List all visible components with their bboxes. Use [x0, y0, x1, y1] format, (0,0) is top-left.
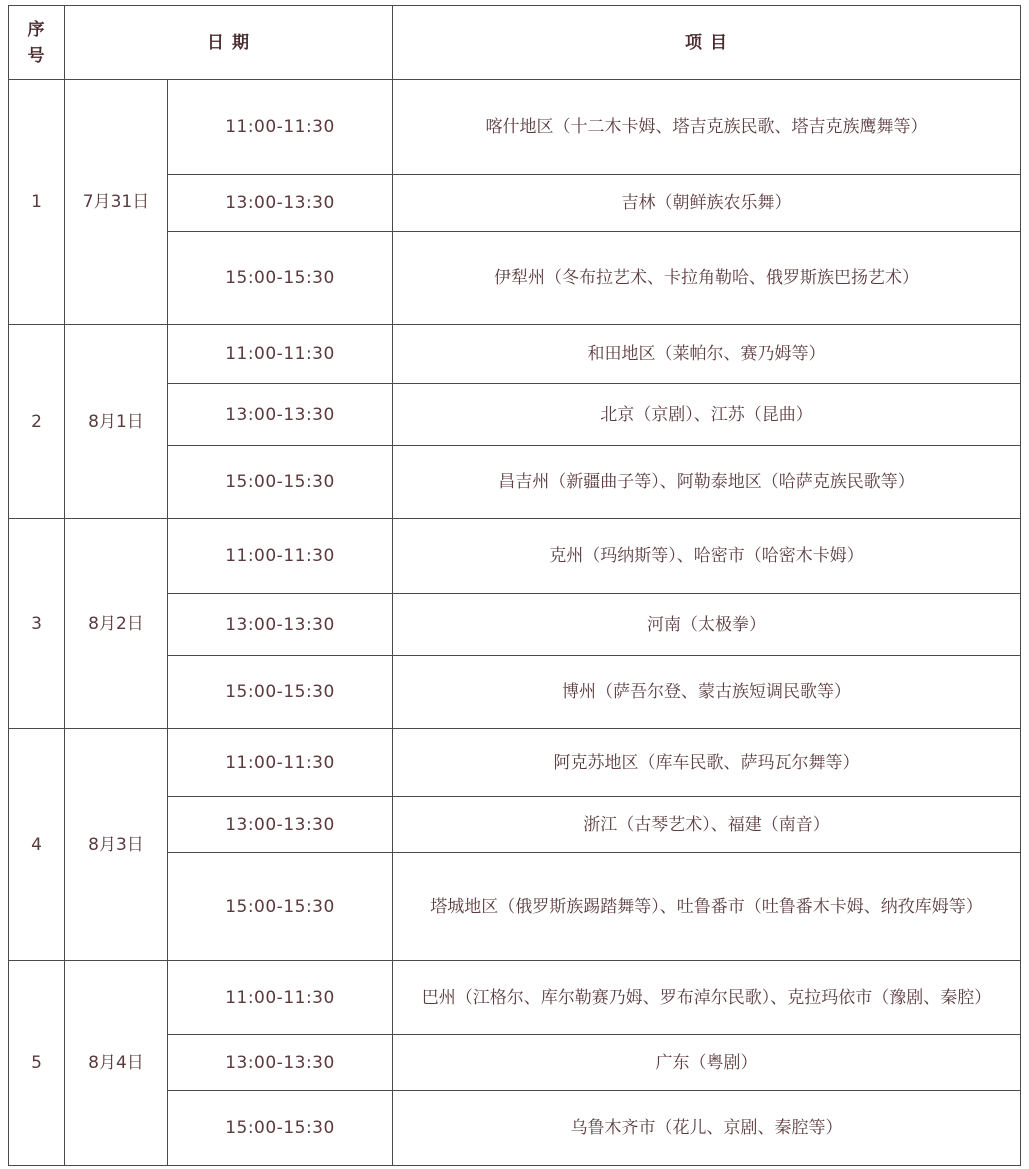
slot-item: 伊犁州（冬布拉艺术、卡拉角勒哈、俄罗斯族巴扬艺术） [393, 232, 1021, 325]
slot-time: 13:00-13:30 [168, 175, 393, 232]
row-seq: 4 [9, 729, 65, 961]
row-date: 8月4日 [65, 961, 168, 1166]
row-seq: 3 [9, 519, 65, 729]
slot-time: 15:00-15:30 [168, 446, 393, 519]
table-row [9, 325, 1021, 384]
schedule-table [8, 5, 1021, 1166]
slot-time: 11:00-11:30 [168, 519, 393, 594]
slot-item: 和田地区（莱帕尔、赛乃姆等） [393, 325, 1021, 384]
row-date: 8月3日 [65, 729, 168, 961]
slot-time: 11:00-11:30 [168, 80, 393, 175]
header-seq-char-1: 序 [27, 19, 46, 40]
row-seq: 2 [9, 325, 65, 519]
header-seq [9, 6, 65, 80]
slot-item: 乌鲁木齐市（花儿、京剧、秦腔等） [393, 1091, 1021, 1166]
header-date: 日 期 [65, 6, 393, 80]
slot-item: 喀什地区（十二木卡姆、塔吉克族民歌、塔吉克族鹰舞等） [393, 80, 1021, 175]
slot-time: 13:00-13:30 [168, 1035, 393, 1091]
table-row [9, 519, 1021, 594]
row-date: 7月31日 [65, 80, 168, 325]
slot-time: 15:00-15:30 [168, 853, 393, 961]
table-row [9, 80, 1021, 175]
slot-item: 塔城地区（俄罗斯族踢踏舞等）、吐鲁番市（吐鲁番木卡姆、纳孜库姆等） [393, 853, 1021, 961]
row-seq: 5 [9, 961, 65, 1166]
slot-item: 博州（萨吾尔登、蒙古族短调民歌等） [393, 656, 1021, 729]
row-date: 8月1日 [65, 325, 168, 519]
row-date: 8月2日 [65, 519, 168, 729]
slot-time: 13:00-13:30 [168, 384, 393, 446]
slot-time: 15:00-15:30 [168, 656, 393, 729]
slot-item: 浙江（古琴艺术）、福建（南音） [393, 797, 1021, 853]
slot-item: 昌吉州（新疆曲子等）、阿勒泰地区（哈萨克族民歌等） [393, 446, 1021, 519]
slot-item: 吉林（朝鲜族农乐舞） [393, 175, 1021, 232]
slot-time: 11:00-11:30 [168, 729, 393, 797]
header-item: 项 目 [393, 6, 1021, 80]
slot-item: 克州（玛纳斯等）、哈密市（哈密木卡姆） [393, 519, 1021, 594]
table-row [9, 961, 1021, 1035]
table-row [9, 729, 1021, 797]
slot-time: 11:00-11:30 [168, 325, 393, 384]
slot-item: 北京（京剧）、江苏（昆曲） [393, 384, 1021, 446]
row-seq: 1 [9, 80, 65, 325]
header-row [9, 6, 1021, 80]
slot-time: 15:00-15:30 [168, 1091, 393, 1166]
slot-time: 13:00-13:30 [168, 594, 393, 656]
header-seq-char-2: 号 [27, 45, 46, 66]
slot-item: 阿克苏地区（库车民歌、萨玛瓦尔舞等） [393, 729, 1021, 797]
slot-item: 巴州（江格尔、库尔勒赛乃姆、罗布淖尔民歌）、克拉玛依市（豫剧、秦腔） [393, 961, 1021, 1035]
slot-time: 11:00-11:30 [168, 961, 393, 1035]
slot-time: 15:00-15:30 [168, 232, 393, 325]
slot-time: 13:00-13:30 [168, 797, 393, 853]
slot-item: 广东（粤剧） [393, 1035, 1021, 1091]
slot-item: 河南（太极拳） [393, 594, 1021, 656]
